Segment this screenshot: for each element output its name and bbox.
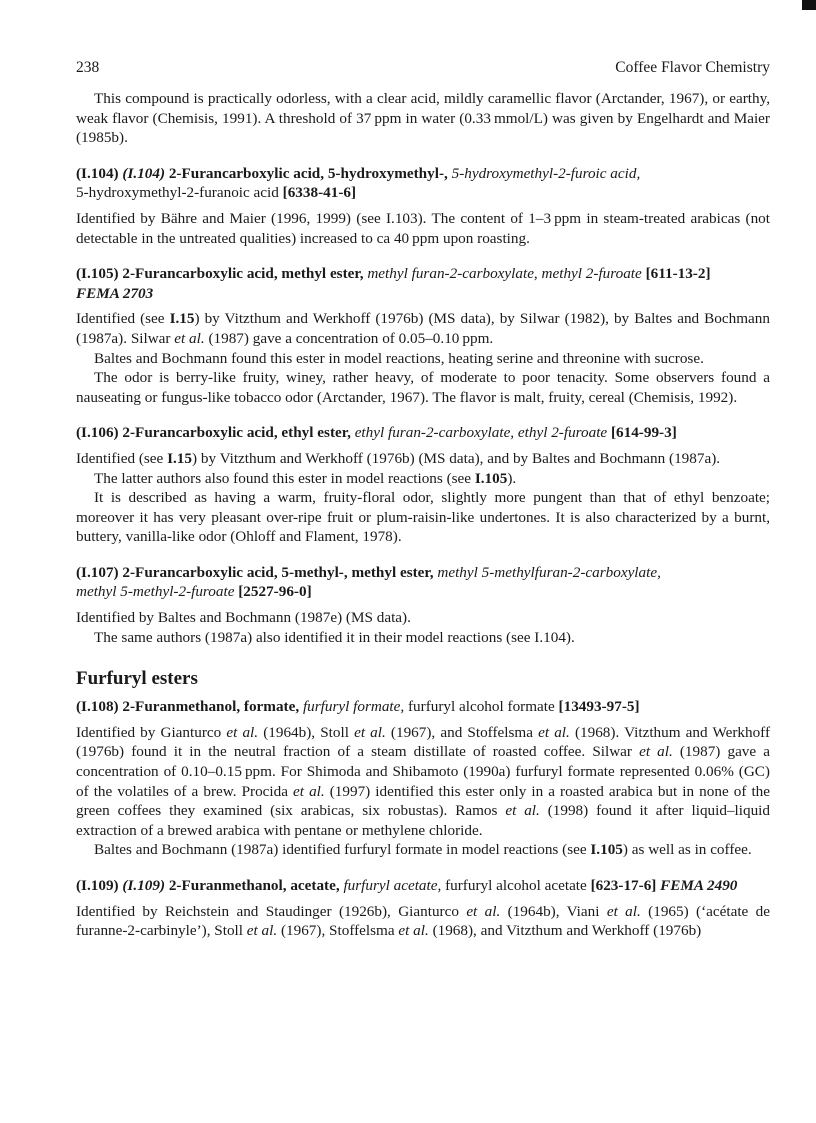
compound-name: 2-Furancarboxylic acid, 5-methyl-, methyl ester, bbox=[122, 563, 434, 581]
entry-i109 bbox=[76, 876, 770, 941]
compound-synonym-plain: furfuryl alcohol acetate bbox=[445, 877, 587, 894]
compound-synonym-2: methyl 5-methyl-2-furoate bbox=[76, 583, 235, 601]
intro-paragraph: This compound is practically odorless, with a clear acid, mildly caramellic flavor (Arctander, 1967), or earthy, weak flavor (Chemisis, 1991). A threshold of 37 ppm in water (0.33 mmol/L) was given by Engelhardt and Maier (1985b). bbox=[76, 90, 770, 147]
entry-body: Identified (see I.15) by Vitzthum and Werkhoff (1976b) (MS data), by Silwar (1982), by Baltes and Bochmann (1987a). Silwar et al. (1987) gave a concentration of 0.05–0.10 ppm. bbox=[76, 310, 770, 347]
entry-body: Identified by Bähre and Maier (1996, 1999) (see I.103). The content of 1–3 ppm in steam-treated arabicas (not detectable in the untreated qualities) increased to ca 40 ppm upon roasting. bbox=[76, 209, 770, 247]
entry-id: (I.106) bbox=[76, 424, 119, 442]
entry-body: The same authors (1987a) also identified it in their model reactions (see I.104). bbox=[94, 628, 575, 646]
entry-id: (I.109) bbox=[76, 877, 119, 894]
entry-id-italic: (I.109) bbox=[122, 877, 166, 894]
entry-heading bbox=[76, 563, 770, 602]
entry-body: The odor is berry-like fruity, winey, rather heavy, of moderate to poor tenacity. Some observers found a nauseating or fungus-like tobacco odor (Arctander, 1967). The flavor is malt, fruity, cereal (Chemisis, 1992). bbox=[76, 369, 770, 406]
compound-synonym: methyl furan-2-carboxylate, methyl 2-furoate bbox=[367, 265, 642, 283]
entry-heading bbox=[76, 423, 770, 443]
entry-i106 bbox=[76, 423, 770, 547]
entry-i105 bbox=[76, 264, 770, 407]
entry-body: Identified (see I.15) by Vitzthum and Werkhoff (1976b) (MS data), and by Baltes and Bochmann (1987a). bbox=[76, 449, 721, 467]
compound-synonym-2: 5-hydroxymethyl-2-furanoic acid bbox=[76, 184, 279, 202]
entry-heading bbox=[76, 697, 770, 717]
entry-id: (I.105) bbox=[76, 265, 119, 283]
entry-id-italic: (I.104) bbox=[122, 164, 166, 182]
cas-number: [611-13-2] bbox=[645, 265, 711, 283]
fema-number: FEMA 2703 bbox=[76, 284, 154, 302]
entry-body: Identified by Baltes and Bochmann (1987e) (MS data). bbox=[76, 609, 411, 627]
entry-body: It is described as having a warm, fruity-floral odor, slightly more pungent than that of ethyl benzoate; moreover it has very pleasant over-ripe fruit or plum-raisin-like undertones. It is also characterized by a burnt, buttery, vanilla-like odor (Ohloff and Flament, 1978). bbox=[76, 489, 770, 546]
cas-number: [623-17-6] bbox=[590, 877, 657, 894]
compound-name: 2-Furancarboxylic acid, ethyl ester, bbox=[122, 424, 351, 442]
entry-id: (I.107) bbox=[76, 563, 119, 581]
fema-number: FEMA 2490 bbox=[660, 877, 738, 894]
cas-number: [614-99-3] bbox=[610, 424, 677, 442]
compound-synonym: 5-hydroxymethyl-2-furoic acid, bbox=[451, 164, 641, 182]
cross-reference: I.15 bbox=[169, 310, 195, 328]
cas-number: [6338-41-6] bbox=[282, 184, 357, 202]
entry-body: Identified by Reichstein and Staudinger (1926b), Gianturco et al. (1964b), Viani et al. (1965) (‘acétate de furanne-2-carbinyle’), Stoll et al. (1967), Stoffelsma et al. (1968), and Vitzthum and Werkhoff (1976b) bbox=[76, 902, 771, 940]
entry-heading bbox=[76, 264, 770, 303]
entry-body: Baltes and Bochmann (1987a) identified furfuryl formate in model reactions (see I.105) as well as in coffee. bbox=[94, 841, 752, 859]
compound-synonym-plain: furfuryl alcohol formate bbox=[407, 698, 555, 716]
compound-synonym: furfuryl acetate, bbox=[343, 877, 442, 894]
entry-id: (I.104) bbox=[76, 164, 119, 182]
compound-synonym: methyl 5-methylfuran-2-carboxylate, bbox=[437, 563, 661, 581]
cas-number: [2527-96-0] bbox=[238, 583, 312, 601]
compound-name: 2-Furancarboxylic acid, methyl ester, bbox=[122, 265, 364, 283]
cas-number: [13493-97-5] bbox=[558, 698, 640, 716]
entry-i107 bbox=[76, 563, 770, 647]
compound-name: 2-Furanmethanol, formate, bbox=[122, 698, 300, 716]
compound-name: 2-Furancarboxylic acid, 5-hydroxymethyl-, bbox=[168, 164, 448, 182]
entry-id: (I.108) bbox=[76, 698, 119, 716]
running-title: Coffee Flavor Chemistry bbox=[615, 59, 770, 76]
compound-name: 2-Furanmethanol, acetate, bbox=[168, 877, 340, 894]
compound-synonym: ethyl furan-2-carboxylate, ethyl 2-furoate bbox=[354, 424, 608, 442]
running-header bbox=[76, 58, 770, 77]
entry-heading bbox=[76, 876, 770, 896]
entry-body: Baltes and Bochmann found this ester in model reactions, heating serine and threonine with sucrose. bbox=[94, 349, 704, 367]
page-corner-mark bbox=[802, 0, 816, 10]
entry-body: Identified by Gianturco et al. (1964b), Stoll et al. (1967), and Stoffelsma et al. (1968). Vitzthum and Werkhoff (1976b) found it in the neutral fraction of a steam distillate of roasted coffee. Silwar et al. (1987) gave a concentration of 0.10–0.15 ppm. For Shimoda and Shibamoto (1990a) furfuryl formate represented 0.06% (GC) of the volatiles of a brew. Procida et al. (1997) identified this ester only in a roasted arabica but in none of the green coffees they examined (six arabicas, six robustas). Ramos et al. (1998) found it after liquid–liquid extraction of a brewed arabica with pentane or methylene chloride. bbox=[76, 723, 771, 839]
entry-heading bbox=[76, 164, 770, 203]
entry-body: The latter authors also found this ester in model reactions (see I.105). bbox=[94, 469, 517, 487]
section-heading: Furfuryl esters bbox=[76, 668, 198, 690]
document-page bbox=[76, 58, 770, 941]
cross-reference: I.105 bbox=[590, 841, 623, 859]
compound-synonym: furfuryl formate, bbox=[302, 698, 405, 716]
entry-i108 bbox=[76, 697, 770, 860]
cross-reference: I.15 bbox=[167, 449, 192, 467]
entry-i104 bbox=[76, 164, 770, 248]
cross-reference: I.105 bbox=[474, 469, 508, 487]
page-number: 238 bbox=[76, 59, 100, 76]
